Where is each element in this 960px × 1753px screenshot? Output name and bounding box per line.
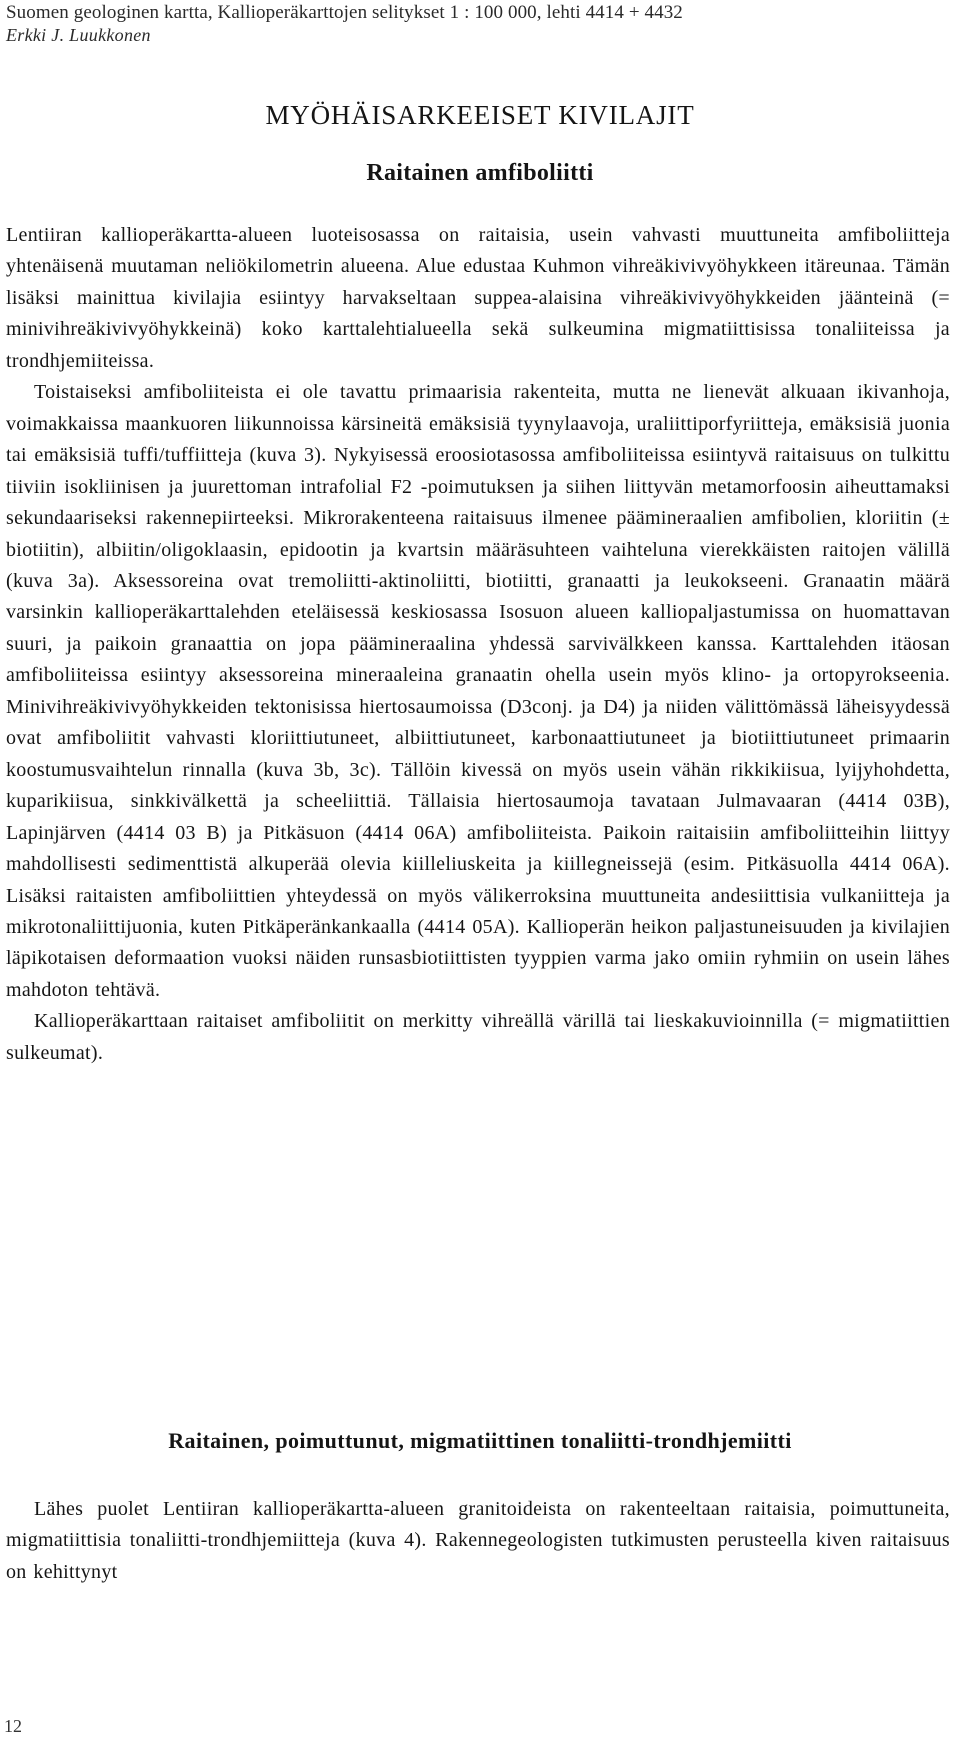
series-line: Suomen geologinen kartta, Kallioperäkarttojen selitykset 1 : 100 000, lehti 4414 + 4432 — [6, 2, 683, 23]
section-title: MYÖHÄISARKEEISET KIVILAJIT — [265, 100, 695, 130]
page-number: 12 — [4, 1716, 22, 1736]
subsection2-body — [6, 1494, 950, 1588]
paragraph: Lähes puolet Lentiiran kallioperäkartta-alueen granitoideista on rakenteeltaan raitaisia, poimuttuneita, migmatiittisia tonaliitti-trondhjemiitteja (kuva 4). Rakennegeologisten tutkimusten perusteella kiven raitaisuus on kehittynyt — [6, 1498, 950, 1583]
running-head — [6, 2, 683, 46]
author-line: Erkki J. Luukkonen — [6, 25, 151, 45]
paragraph: Toistaiseksi amfiboliiteista ei ole tavattu primaarisia rakenteita, mutta ne lienevät alkuaan ikivanhoja, voimakkaissa maankuoren liikunnoissa kärsineitä emäksisiä tyynylaavoja, uraliittiporfyriitteja, emäksisiä juonia tai emäksisiä tuffi/tuffiitteja (kuva 3). Nykyisessä eroosiotasossa amfiboliiteissa esiintyvä raitaisuus on tulkittu tiiviin isokliinisen ja juurettoman intrafolial F2 -poimutuksen ja siihen liittyvän metamorfoosin aiheuttamaksi sekundaariseksi rakennepiirteeksi. Mikrorakenteena raitaisuus ilmenee päämineraalien amfibolien, kloriitin (± biotiitin), albiitin/oligoklaasin, epidootin ja kvartsin määräsuhteen vaihteluna vierekkäisten raitojen välillä (kuva 3a). Aksessoreina ovat tremoliitti-aktinoliitti, biotiitti, granaatti ja leukokseeni. Granaatin määrä varsinkin kallioperäkarttalehden eteläisessä keskiosassa Isosuon alueen kalliopaljastumissa on huomattavan suuri, ja paikoin granaattia on jopa päämineraalina yhdessä sarvivälkkeen kanssa. Karttalehden itäosan amfiboliiteissa esiintyy aksessoreina mineraaleina granaatin ohella usein myös klino- ja ortopyrokseenia. Minivihreäkivivyöhykkeiden tektonisissa hiertosaumoissa (D3conj. ja D4) ja niiden välittömässä läheisyydessä ovat amfiboliitit vahvasti kloriittiutuneet, albiittiutuneet, karbonaattiutuneet ja biotiittiutuneet primaarin koostumusvaihtelun rinnalla (kuva 3b, 3c). Tällöin kivessä on myös usein vähän rikkikiisua, lyijyhohdetta, kuparikiisua, sinkkivälkettä ja scheeliittiä. Tällaisia hiertosaumoja tavataan Julmavaaran (4414 03B), Lapinjärven (4414 03 B) ja Pitkäsuon (4414 06A) amfiboliiteista. Paikoin raitaisiin amfiboliitteihin liittyy mahdollisesti sedimenttistä alkuperää olevia kiilleliuskeita ja kiillegneissejä (esim. Pitkäsuolla 4414 06A). Lisäksi raitaisten amfiboliittien yhteydessä on myös välikerroksina muuttuneita andesiittisia vulkaniitteja ja mikrotonaliittijuonia, kuten Pitkäperänkankaalla (4414 05A). Kallioperän heikon paljastuneisuuden ja kivilajien läpikotaisen deformaation vuoksi näiden runsasbiotiittisten tyyppien varma jako omiin ryhmiin on usein lähes mahdoton tehtävä. — [6, 381, 950, 1001]
subsection-title-raitainen-amfiboliitti: Raitainen amfiboliitti — [366, 160, 594, 186]
paragraph: Kallioperäkarttaan raitaiset amfiboliitit on merkitty vihreällä värillä tai lieskakuvioinnilla (= migmatiittien sulkeumat). — [6, 1010, 950, 1064]
paragraph: Lentiiran kallioperäkartta-alueen luoteisosassa on raitaisia, usein vahvasti muuttuneita amfiboliitteja yhtenäisenä muutaman neliökilometrin alueena. Alue edustaa Kuhmon vihreäkivivyöhykkeen itäreunaa. Tämän lisäksi mainittua kivilajia esiintyy harvakseltaan suppea-alaisina vihreäkivivyöhykkeiden jäänteinä (= minivihreäkivivyöhykkeinä) koko karttalehtialueella sekä sulkeumina migmatiittisissa tonaliiteissa ja trondhjemiiteissa. — [6, 224, 950, 372]
subsection1-body — [6, 220, 950, 1069]
subsection-title-tonaliitti-trondhjemiitti: Raitainen, poimuttunut, migmatiittinen tonaliitti-trondhjemiitti — [168, 1428, 792, 1453]
